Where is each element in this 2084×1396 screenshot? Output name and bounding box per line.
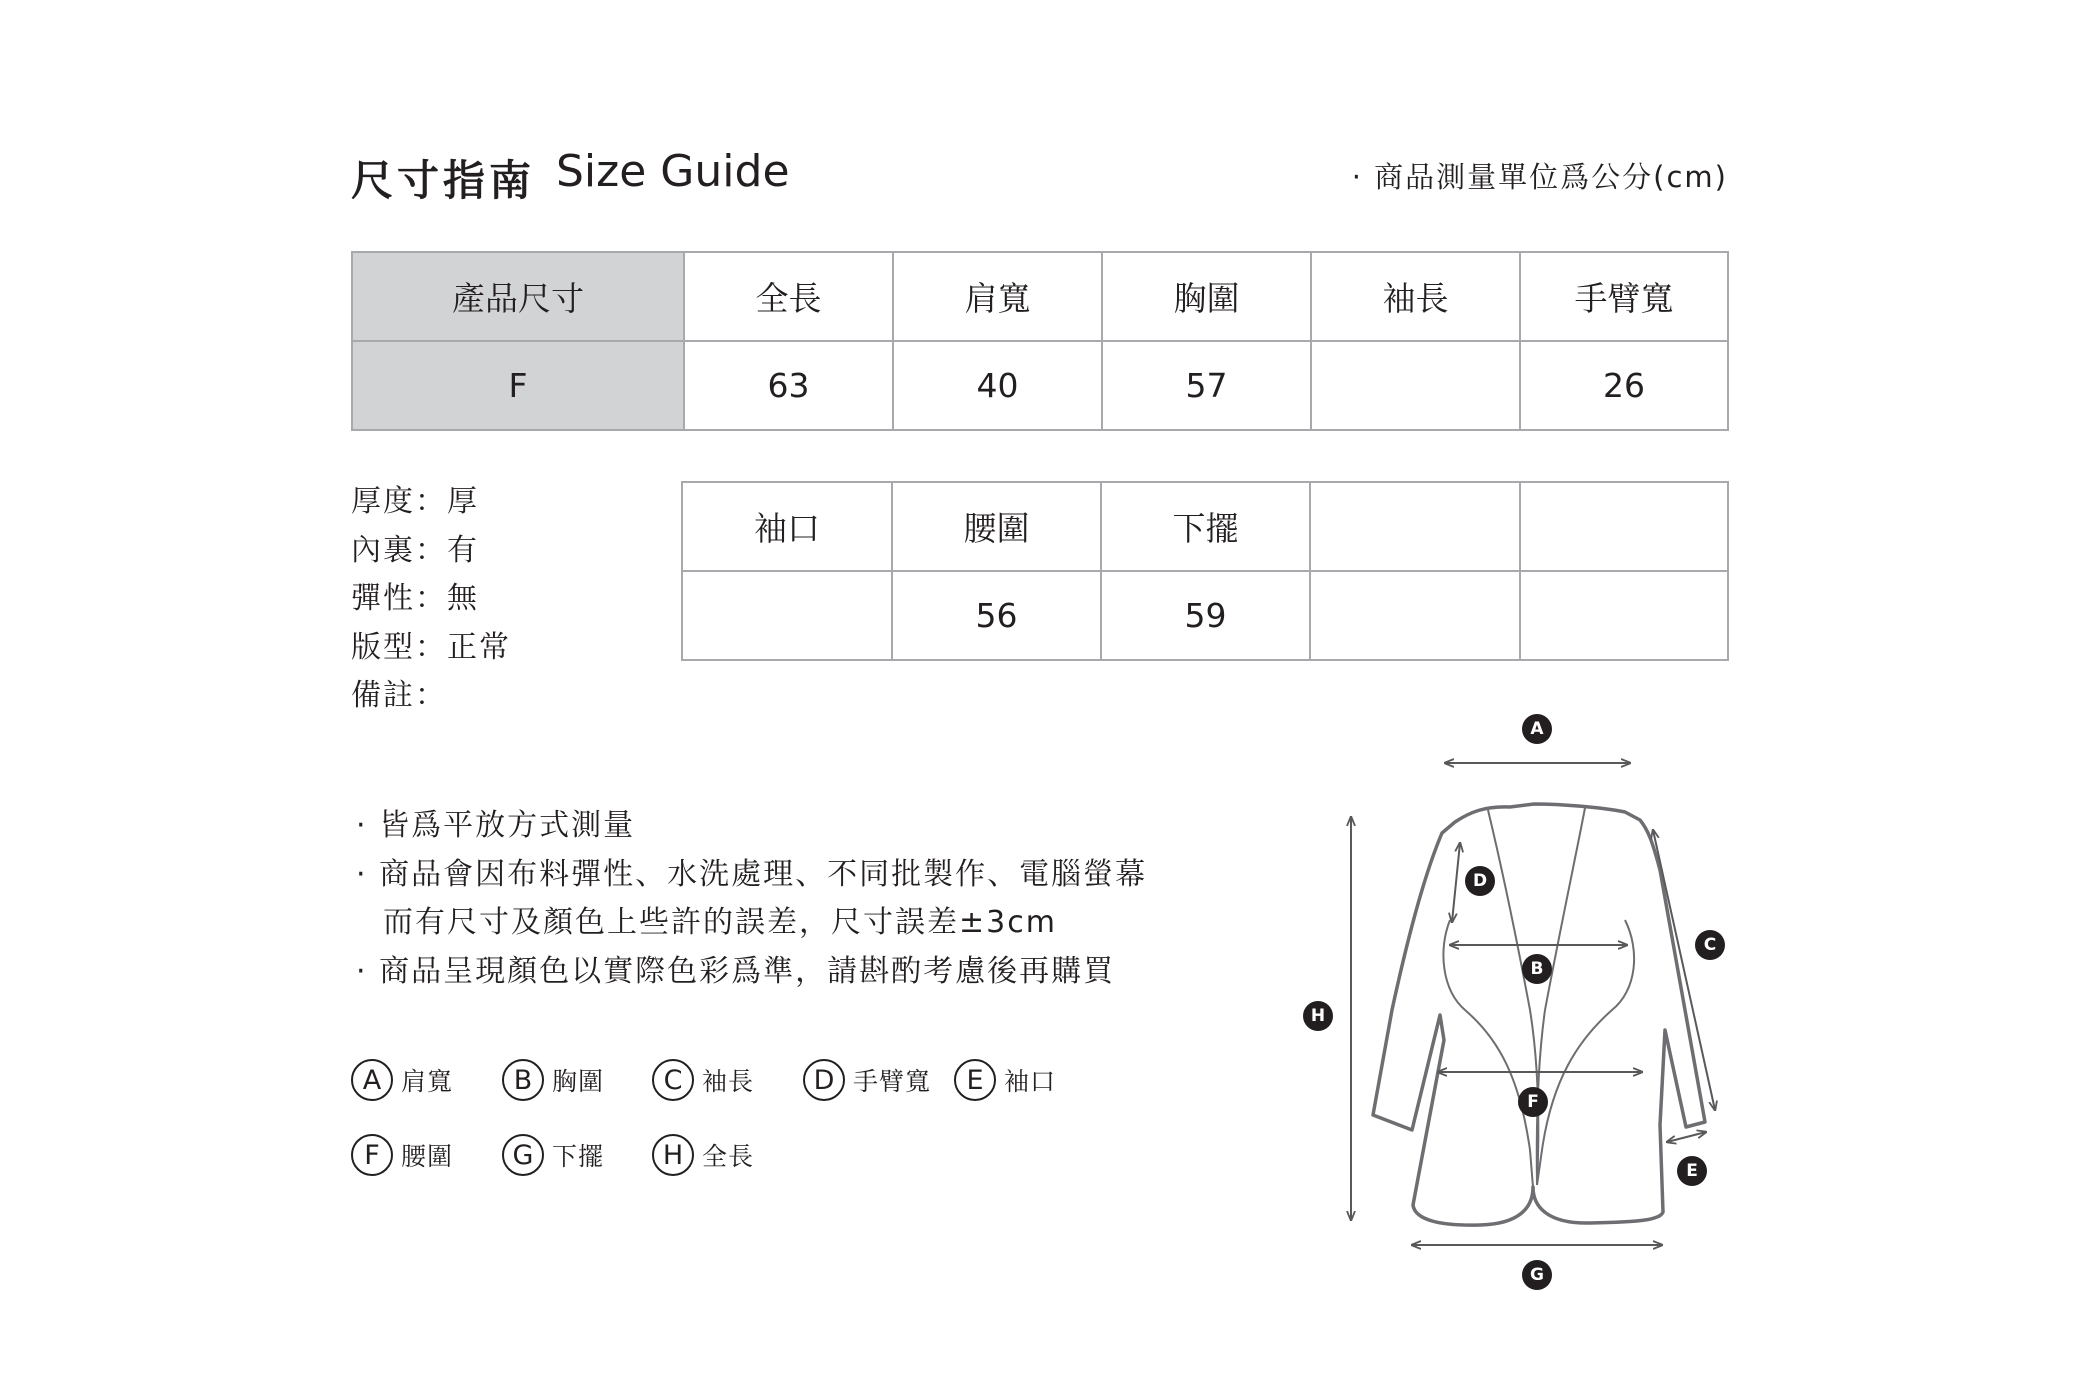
marker-b-icon xyxy=(1522,954,1552,984)
legend-item-d xyxy=(803,1056,931,1104)
legend-label: 胸圍 xyxy=(552,1067,605,1096)
legend-item-a xyxy=(351,1056,453,1104)
header-cell: 腰圍 xyxy=(892,482,1101,571)
value-cell xyxy=(1310,571,1520,660)
marker-g-icon xyxy=(1522,1260,1552,1290)
marker-f-icon xyxy=(1518,1087,1548,1117)
legend-label: 手臂寬 xyxy=(853,1067,932,1096)
jacket-outline xyxy=(1373,804,1705,1225)
legend-item-h xyxy=(652,1131,754,1179)
legend-item-f xyxy=(351,1131,453,1179)
svg-text:F: F xyxy=(1527,1092,1539,1112)
header-cell: 袖長 xyxy=(1311,252,1520,341)
header-cell xyxy=(1520,482,1728,571)
legend-label: 下擺 xyxy=(552,1142,605,1171)
value-cell: 57 xyxy=(1102,341,1311,430)
legend-label: 肩寬 xyxy=(401,1067,454,1096)
letter-e-circle-icon: E xyxy=(954,1059,996,1101)
value-cell xyxy=(1311,341,1520,430)
legend-item-c xyxy=(652,1056,754,1104)
note-line: · 皆爲平放方式測量 xyxy=(356,808,636,843)
letter-c-circle-icon: C xyxy=(652,1059,694,1101)
value-cell xyxy=(1520,571,1728,660)
value-cell xyxy=(682,571,892,660)
svg-text:B: B xyxy=(1530,959,1544,979)
attribute-elasticity: 彈性：無 xyxy=(351,581,479,616)
marker-c-icon xyxy=(1695,930,1725,960)
header-cell: 下擺 xyxy=(1101,482,1310,571)
svg-text:C: C xyxy=(1703,935,1717,955)
table-row xyxy=(352,341,1728,430)
value-cell: 56 xyxy=(892,571,1101,660)
letter-d-circle-icon: D xyxy=(803,1059,845,1101)
attribute-fit: 版型：正常 xyxy=(351,629,511,665)
svg-text:A: A xyxy=(1530,719,1544,739)
value-cell: 40 xyxy=(893,341,1102,430)
header-cell: 胸圍 xyxy=(1102,252,1311,341)
legend-label: 袖口 xyxy=(1004,1067,1057,1096)
size-table-main xyxy=(351,251,1729,431)
page-title-en: Size Guide xyxy=(556,146,790,197)
letter-g-circle-icon: G xyxy=(502,1134,544,1176)
header-cell: 肩寬 xyxy=(893,252,1102,341)
table-header-row xyxy=(682,482,1728,571)
letter-b-circle-icon: B xyxy=(502,1059,544,1101)
page-title-zh: 尺寸指南 xyxy=(351,156,536,205)
svg-text:G: G xyxy=(1530,1265,1544,1285)
attributes-list xyxy=(351,478,511,721)
svg-text:H: H xyxy=(1310,1006,1326,1026)
size-table-secondary xyxy=(681,481,1729,661)
note-line: · 商品呈現顏色以實際色彩爲準，請斟酌考慮後再購買 xyxy=(356,953,1116,989)
marker-e-icon xyxy=(1677,1156,1707,1186)
jacket-inner-lines xyxy=(1443,808,1634,1187)
legend-item-g xyxy=(502,1131,604,1179)
table-row xyxy=(682,571,1728,660)
value-cell: 63 xyxy=(684,341,893,430)
note-line: 而有尺寸及顏色上些許的誤差，尺寸誤差±3cm xyxy=(383,905,1057,940)
attribute-thickness: 厚度：厚 xyxy=(351,484,479,519)
svg-text:D: D xyxy=(1472,871,1488,891)
header-cell: 手臂寬 xyxy=(1520,252,1728,341)
header-cell xyxy=(1310,482,1520,571)
unit-note: · 商品測量單位爲公分(cm) xyxy=(1351,160,1728,194)
marker-h-icon xyxy=(1303,1001,1333,1031)
garment-measurement-diagram xyxy=(1280,700,1760,1320)
letter-f-circle-icon: F xyxy=(351,1134,393,1176)
legend-item-e xyxy=(954,1056,1056,1104)
legend-item-b xyxy=(502,1056,604,1104)
legend-label: 袖長 xyxy=(702,1067,755,1096)
header-cell: 袖口 xyxy=(682,482,892,571)
svg-text:E: E xyxy=(1686,1161,1698,1181)
attribute-lining: 內裏：有 xyxy=(351,532,479,568)
letter-a-circle-icon: A xyxy=(351,1059,393,1101)
header-cell: 全長 xyxy=(684,252,893,341)
value-cell: 26 xyxy=(1520,341,1728,430)
size-cell: F xyxy=(352,341,684,430)
legend-label: 全長 xyxy=(702,1142,755,1171)
attribute-remarks: 備註： xyxy=(351,678,447,713)
note-line: · 商品會因布料彈性、水洗處理、不同批製作、電腦螢幕 xyxy=(356,856,1148,892)
table-header-row xyxy=(352,252,1728,341)
letter-h-circle-icon: H xyxy=(652,1134,694,1176)
legend-label: 腰圍 xyxy=(401,1142,454,1171)
header-cell: 產品尺寸 xyxy=(352,252,684,341)
marker-d-icon xyxy=(1465,866,1495,896)
marker-a-icon xyxy=(1522,714,1552,744)
measurement-notes xyxy=(356,802,1147,996)
value-cell: 59 xyxy=(1101,571,1310,660)
